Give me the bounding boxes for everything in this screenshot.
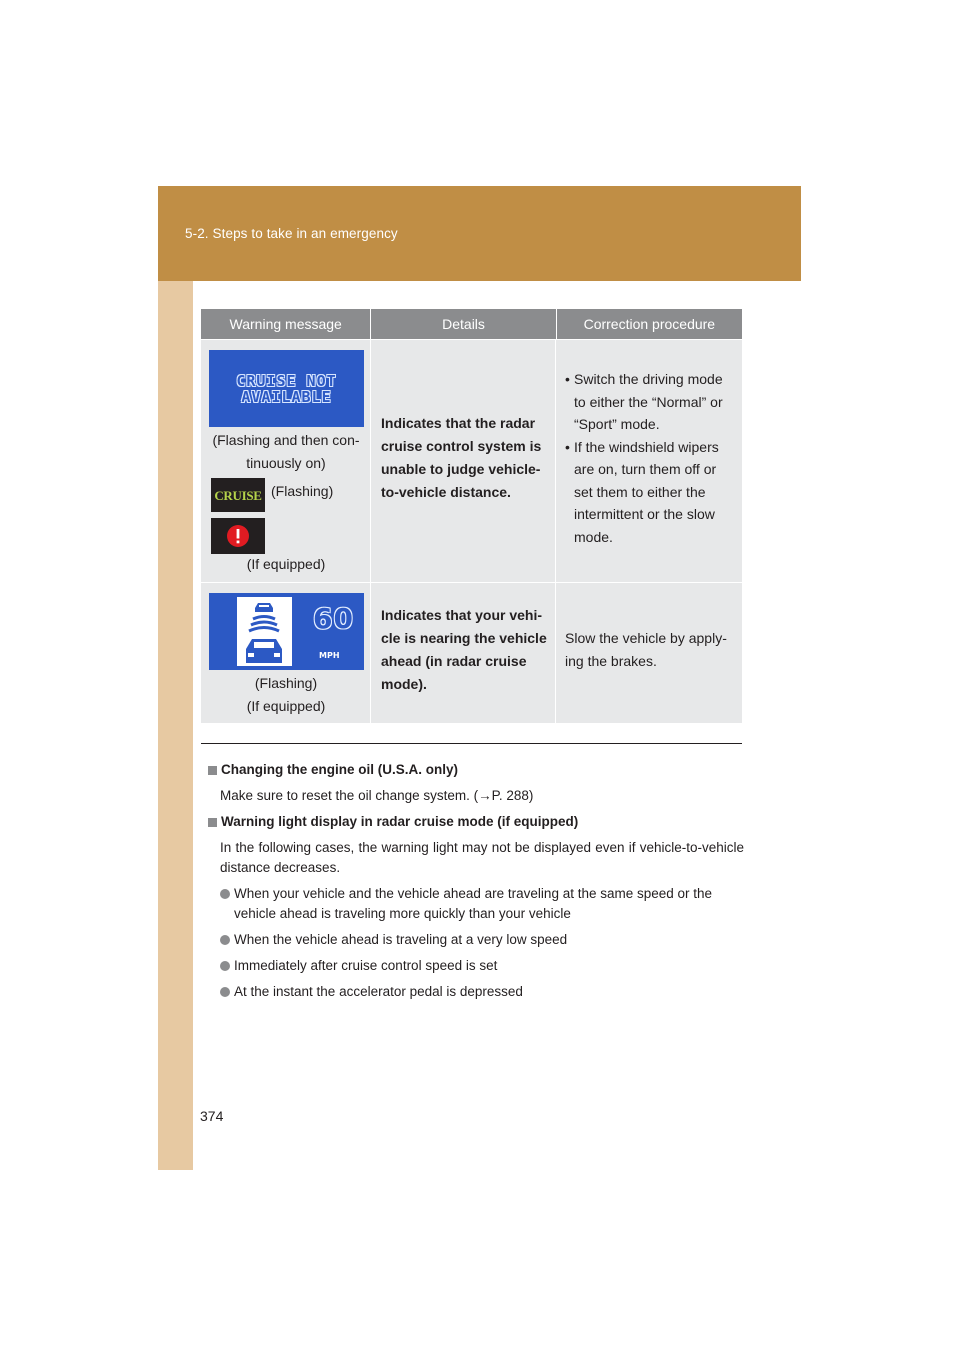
list-item: When the vehicle ahead is traveling at a very low speed [208, 930, 744, 950]
note-body: In the following cases, the warning light may not be displayed even if vehicle-to-vehicle distance decreases. [220, 840, 744, 875]
correction-cell [556, 340, 742, 582]
warning-message-table [201, 309, 742, 723]
procedure-step: Switch the driving mode to either the “Normal” or “Sport” mode. [574, 371, 723, 432]
section-title: 5-2. Steps to take in an emergency [185, 226, 398, 241]
list-item: At the instant the accelerator pedal is depressed [208, 982, 744, 1002]
section-header [158, 186, 801, 281]
vehicle-approach-display [209, 593, 364, 670]
page-number: 374 [200, 1108, 224, 1124]
divider [201, 743, 742, 744]
cruise-not-available-display [209, 350, 364, 427]
speed-value: 60 [313, 602, 354, 635]
table-row [201, 339, 742, 582]
details-text: Indicates that your vehi-cle is nearing the vehicle ahead (in radar cruise mode). [381, 607, 547, 692]
notes-section [208, 760, 744, 1008]
cruise-icon-text: CRUISE [214, 487, 262, 503]
table-header [201, 309, 742, 339]
list-item: When your vehicle and the vehicle ahead are traveling at the same speed or the vehicle ahead is traveling more quickly than your vehicle [208, 884, 744, 924]
side-strip [158, 281, 193, 1170]
circle-bullet-icon [220, 935, 230, 945]
equipped-caption: (If equipped) [246, 556, 326, 572]
warning-message-cell [201, 583, 371, 723]
list-item: • If the windshield wipers are on, turn them off or set them to either the intermittent or the slow mode. [565, 436, 738, 549]
display-caption: (Flashing and then con-tinuously on) [212, 432, 360, 471]
procedure-step: Slow the vehicle by apply-ing the brakes. [565, 630, 727, 669]
speed-unit: MPH [319, 651, 340, 660]
display-text-line2: AVAILABLE [241, 387, 332, 406]
details-cell [371, 583, 556, 723]
column-header-details: Details [371, 309, 556, 339]
procedure-step: If the windshield wipers are on, turn them off or set them to either the intermittent or the slow mode. [574, 438, 719, 545]
display-text-line1: CRUISE NOT [236, 371, 337, 390]
cruise-indicator-icon [211, 478, 265, 512]
correction-cell [556, 583, 742, 723]
master-warning-icon [211, 518, 265, 554]
note-body: Make sure to reset the oil change system. (→P. 288) [220, 788, 534, 803]
cruise-icon-caption: (Flashing) [271, 483, 334, 499]
equipped-caption: (If equipped) [246, 698, 326, 714]
circle-bullet-icon [220, 987, 230, 997]
warning-message-cell [201, 340, 371, 582]
list-item: Immediately after cruise control speed is set [208, 956, 744, 976]
circle-bullet-icon [220, 961, 230, 971]
column-header-correction-procedure: Correction procedure [583, 316, 716, 332]
details-cell [371, 340, 556, 582]
circle-bullet-icon [220, 889, 230, 899]
note-heading: Warning light display in radar cruise mode (if equipped) [208, 812, 744, 832]
details-text: Indicates that the radar cruise control system is unable to judge vehicle-to-vehicle distance. [381, 415, 542, 500]
display-caption: (Flashing) [254, 675, 318, 691]
square-bullet-icon [208, 818, 217, 827]
column-header-warning-message: Warning message [201, 309, 371, 339]
list-item: • Switch the driving mode to either the “Normal” or “Sport” mode. [565, 368, 738, 436]
table-row [201, 582, 742, 723]
square-bullet-icon [208, 766, 217, 775]
note-heading: Changing the engine oil (U.S.A. only) [208, 760, 744, 780]
